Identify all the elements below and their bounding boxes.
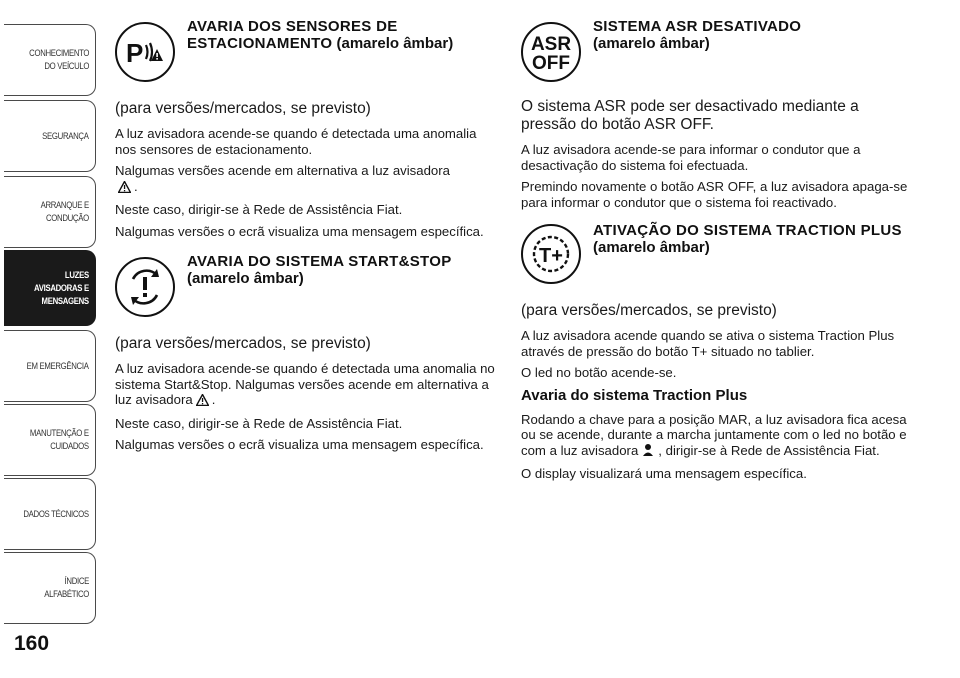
paragraph: O led no botão acende-se. (521, 365, 677, 380)
traction-plus-icon (521, 224, 581, 284)
start-stop-failure-icon (115, 257, 175, 317)
paragraph: A luz avisadora acende-se quando é detectada uma anomalia nos sensores de estacionamento. (115, 126, 477, 157)
paragraph: A luz avisadora acende-se quando é detectada uma anomalia no sistema Start&Stop. Nalgumas versões acende em alternativa a luz avisadora . (115, 361, 500, 410)
paragraph: O display visualizará uma mensagem específica. (521, 466, 807, 481)
paragraph: Nalgumas versões acende em alternativa a luz avisadora . (115, 163, 500, 196)
applicability-note: (para versões/mercados, se previsto) (115, 100, 371, 117)
tab-emergencia[interactable]: EM EMERGÊNCIA (4, 330, 96, 402)
section-title: AVARIA DOS SENSORES DE ESTACIONAMENTO (amarelo âmbar) (187, 18, 454, 52)
paragraph: A luz avisadora acende quando se ativa o sistema Traction Plus através de pressão do botão T+ situado no tablier. (521, 328, 895, 359)
section-title: ATIVAÇÃO DO SISTEMA TRACTION PLUS (amarelo âmbar) (593, 222, 902, 256)
left-column (115, 18, 500, 459)
page-number: 160 (14, 632, 50, 655)
warning-triangle-icon (196, 394, 209, 410)
paragraph: Nalgumas versões o ecrã visualiza uma mensagem específica. (115, 437, 484, 452)
tab-manutencao[interactable]: MANUTENÇÃO E CUIDADOS (4, 404, 96, 476)
section-title: SISTEMA ASR DESATIVADO (amarelo âmbar) (593, 18, 802, 52)
paragraph: Neste caso, dirigir-se à Rede de Assistência Fiat. (115, 415, 403, 431)
lead-paragraph: O sistema ASR pode ser desactivado mediante a pressão do botão ASR OFF. (521, 98, 859, 133)
warning-triangle-icon (118, 181, 131, 197)
right-column (521, 18, 911, 488)
svg-text:P: P (126, 38, 144, 67)
svg-text:T+: T+ (539, 245, 563, 267)
tab-luzes-active[interactable]: LUZES AVISADORAS E MENSAGENS (4, 250, 96, 326)
tab-dados-tecnicos[interactable]: DADOS TÉCNICOS (4, 478, 96, 550)
paragraph: Rodando a chave para a posição MAR, a luz avisadora fica acesa ou se acende, durante a marcha juntamente com o led no botão e com a luz avisadora , dirigir-se à Rede de Assistência Fiat. (521, 412, 911, 461)
svg-text:ASR: ASR (530, 34, 572, 55)
traction-plus-section-head (521, 222, 911, 302)
parking-sensor-section-head (115, 18, 500, 100)
parking-sensor-icon (115, 22, 175, 82)
service-mechanic-icon (641, 443, 655, 461)
paragraph: Nalgumas versões o ecrã visualiza uma mensagem específica. (115, 223, 484, 239)
section-title: AVARIA DO SISTEMA START&STOP (amarelo âmbar) (187, 253, 452, 287)
asr-section-head (521, 18, 911, 98)
svg-text:OFF: OFF (532, 53, 570, 74)
subsection-title: Avaria do sistema Traction Plus (521, 386, 748, 404)
applicability-note: (para versões/mercados, se previsto) (115, 335, 371, 352)
paragraph: Premindo novamente o botão ASR OFF, a luz avisadora apaga-se para informar o condutor que o sistema foi reactivado. (521, 179, 908, 210)
applicability-note: (para versões/mercados, se previsto) (521, 302, 777, 319)
chapter-tabs (0, 0, 102, 678)
paragraph: A luz avisadora acende-se para informar o condutor que a desactivação do sistema foi efectuada. (521, 142, 861, 173)
paragraph: Neste caso, dirigir-se à Rede de Assistência Fiat. (115, 202, 403, 217)
tab-seguranca[interactable]: SEGURANÇA (4, 100, 96, 172)
tab-indice[interactable]: ÍNDICE ALFABÉTICO (4, 552, 96, 624)
tab-arranque[interactable]: ARRANQUE E CONDUÇÃO (4, 176, 96, 248)
tab-conhecimento[interactable]: CONHECIMENTO DO VEÍCULO (4, 24, 96, 96)
start-stop-section-head (115, 253, 500, 335)
asr-off-icon (521, 22, 581, 82)
